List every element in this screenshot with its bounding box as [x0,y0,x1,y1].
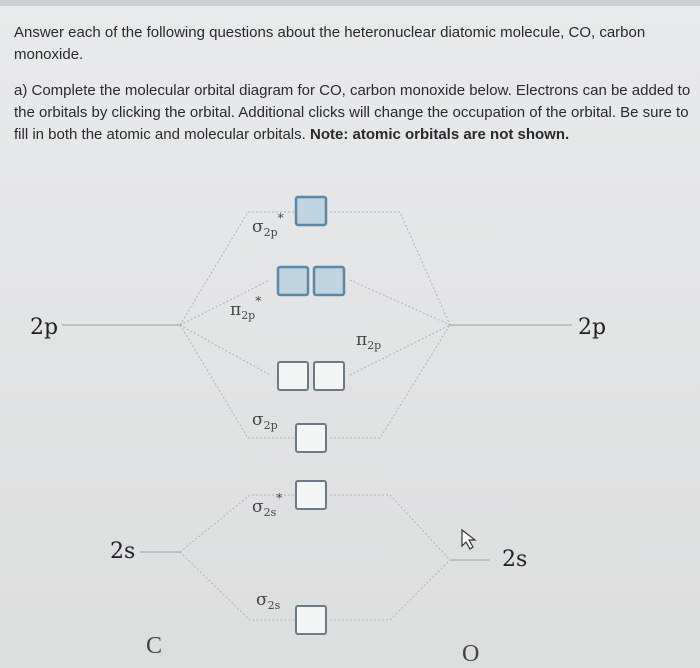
o-2p-to-sigma2p [330,325,450,438]
pi2p-star-orbital-1[interactable] [278,267,308,295]
question-intro: Answer each of the following questions about the heteronuclear diatomic molecule, CO, carbon monoxide. [14,24,646,63]
pi2p-orbital-2[interactable] [314,362,344,390]
o-2p-to-pi2p-star [350,280,450,325]
sigma2s-star-orbital[interactable] [296,481,326,509]
part-a-instructions: a) Complete the molecular orbital diagram for CO, carbon monoxide below. Electrons can be added to the orbitals by clicking the orbital. Additional clicks will change the occupation of the orbital. Be sure to fill in both the atomic and molecular orbitals. [14,82,691,143]
sigma2s-star-label: $\sigma_{2s}^*$ [252,491,283,519]
oxygen-atom-label: O [462,641,480,667]
o-2p-to-sigma2p-star [330,212,450,325]
sigma2s-label: $\sigma_{2s}$ [256,590,281,612]
c-2p-label: 2p [30,315,59,340]
o-2p-label: 2p [578,315,607,340]
pi2p-label: $\pi_{2p}$ [356,330,382,352]
pi2p-star-orbital-2[interactable] [314,267,344,295]
pi2p-star-label: $\pi_{2p}^*$ [230,294,262,322]
o-2s-to-sigma2s [330,560,450,620]
part-a-note: Note: atomic orbitals are not shown. [309,126,570,143]
sigma2p-star-label: $\sigma_{2p}^*$ [252,211,284,239]
c-2s-label: 2s [110,539,136,564]
sigma2p-star-orbital[interactable] [296,197,326,225]
sigma2p-label: $\sigma_{2p}$ [252,410,278,432]
sigma2p-orbital[interactable] [296,424,326,452]
sigma2s-orbital[interactable] [296,606,326,634]
o-2s-to-sigma2s-star [330,495,450,560]
c-2p-to-pi2p [180,325,270,375]
carbon-atom-label: C [146,633,163,659]
o-2s-label: 2s [502,547,528,572]
cursor-icon [462,530,475,549]
pi2p-orbital-1[interactable] [278,362,308,390]
